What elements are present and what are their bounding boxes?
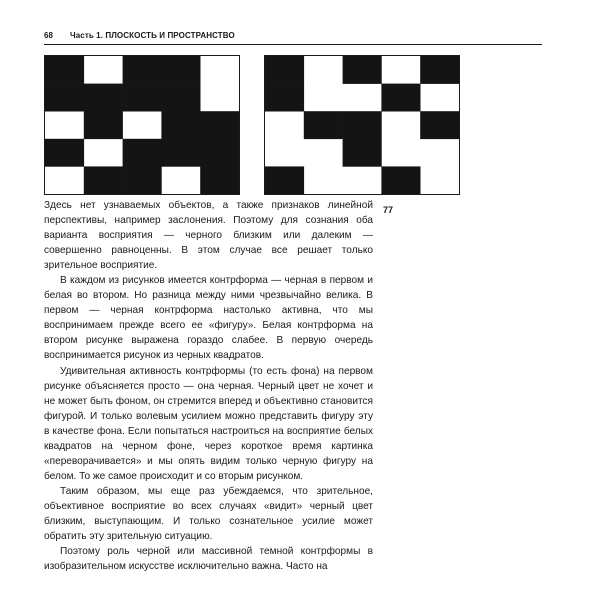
- figure-grid-white-counterform: [264, 55, 460, 195]
- grid-left-cell-1-3: [161, 84, 200, 112]
- grid-right-svg: [265, 56, 459, 194]
- grid-left-cell-1-1: [84, 84, 123, 112]
- paragraph-3: Удивительная активность контрформы (то есть фона) на первом рисунке объясняется просто — она черная. Черный цвет не хочет и не может быть фоном, он стремится вперед и объективно становится фигурой. И только волевым усилием можно представить фигуру эту в качестве фона. Если попытаться настроиться на восприятие белых квадратов на черном фоне, через короткое время картинка «переворачивается» и мы опять видим только черную фигуру на белом. То же самое происходит и со вторым рисунком.: [44, 365, 373, 482]
- grid-left-cell-4-2: [123, 166, 162, 194]
- figure-number: 77: [383, 205, 394, 215]
- grid-right-cell-4-3: [381, 166, 420, 194]
- grid-right-cell-1-0: [265, 84, 304, 112]
- grid-right-cell-0-2: [343, 56, 382, 84]
- page-number: 68: [44, 31, 53, 40]
- grid-left-cell-1-0: [45, 84, 84, 112]
- grid-left-cell-0-0: [45, 56, 84, 84]
- grid-left-cell-4-1: [84, 166, 123, 194]
- grid-left-svg: [45, 56, 239, 194]
- paragraph-2: В каждом из рисунков имеется контрформа — черная в первом и белая во втором. Но разница между ними чрезвычайно велика. В первом — черная контрформа настолько активна, что мы воспринимаем прежде всего ее «фигуру». Белая контрформа на втором рисунке выражена гораздо слабее. В первую очередь воспринимается рисунок из черных квадратов.: [44, 275, 373, 362]
- paragraph-4: Таким образом, мы еще раз убеждаемся, что зрительное, объективное восприятие во всех случаях «видит» черный цвет близким, выступающим. И только сознательное усилие может обратить эту зрительную ситуацию.: [44, 485, 373, 543]
- figure-grid-black-counterform: [44, 55, 240, 195]
- paragraph-1: Здесь нет узнаваемых объектов, а также признаков линейной перспективы, например заслонения. Поэтому для сознания оба варианта восприятия — черного близким или далеким — совершенно равноценны. В этом случае все решает только зрительное восприятие.: [44, 200, 373, 272]
- grid-left-cell-2-1: [84, 111, 123, 139]
- body-text: [44, 198, 373, 574]
- grid-right-cell-2-4: [420, 111, 459, 139]
- grid-left-cell-4-4: [200, 166, 239, 194]
- grid-right-cell-4-0: [265, 166, 304, 194]
- grid-left-cell-2-3: [161, 111, 200, 139]
- grid-right-cell-2-1: [304, 111, 343, 139]
- running-title: Часть 1. ПЛОСКОСТЬ И ПРОСТРАНСТВО: [70, 31, 235, 40]
- grid-right-cell-1-3: [381, 84, 420, 112]
- paragraph-5: Поэтому роль черной или массивной темной контрформы в изобразительном искусстве исключительно важна. Часто на: [44, 546, 373, 573]
- grid-left-cell-3-0: [45, 139, 84, 167]
- grid-right-cell-0-0: [265, 56, 304, 84]
- grid-left-cell-3-4: [200, 139, 239, 167]
- grid-left-cell-3-2: [123, 139, 162, 167]
- grid-left-cell-3-3: [161, 139, 200, 167]
- running-header: [44, 30, 542, 45]
- grid-right-cell-0-4: [420, 56, 459, 84]
- grid-right-cell-3-2: [343, 139, 382, 167]
- grid-left-cell-0-2: [123, 56, 162, 84]
- grid-left-cell-1-2: [123, 84, 162, 112]
- grid-left-cell-0-3: [161, 56, 200, 84]
- grid-right-cell-2-2: [343, 111, 382, 139]
- grid-left-cell-2-4: [200, 111, 239, 139]
